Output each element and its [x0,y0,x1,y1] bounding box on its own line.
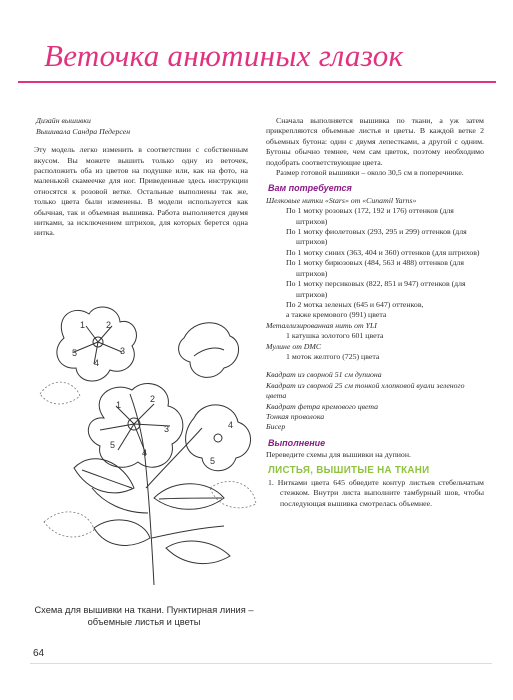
left-column [34,116,248,239]
credit-design: Дизайн вышивки [36,116,91,125]
extra-item: Квадрат фетра кремового цвета [266,401,379,411]
diagram-label: 4 [94,358,100,368]
diagram-label: 2 [106,320,112,330]
title-underline [18,81,496,83]
material-item: По 1 мотку розовых (172, 192 и 176) оттенков (для штрихов) [286,206,454,226]
metallic-item: 1 катушка золотого 601 цвета [286,331,384,341]
diagram-label: 5 [110,440,116,450]
materials-intro: Шелковые нитки «Stars» от «Cunamil Yarns» [266,195,417,205]
diagram-label: 4 [142,448,148,458]
diagram-label: 1 [80,320,86,330]
diagram-label: 2 [150,394,156,404]
material-item: По 2 мотка зеленых (645 и 647) оттенков, [286,299,424,309]
mouline-item: 1 моток желтого (725) цвета [286,351,380,361]
page-number: 64 [33,648,45,659]
credits [36,116,248,137]
diagram-label: 5 [72,348,78,358]
right-intro-1: Сначала выполняется вышивка по ткани, а уж затем прикрепляются объемные листья и цветы. В каждой ветке 2 объемных бутона: один с двумя лепестками, а другой с одним. Бутоны обычно темнее, чем сам цветок, поэтому необходимо подобрать соответствующие цвета. [266,116,484,167]
intro-paragraph: Эту модель легко изменить в соответствии с собственным вкусом. Вы можете вышить только одну из веточек, расположить оба из цветов на подушке или, как на фото, на маленькой скамеечке для ног. Приведенные здесь инструкции относятся к розовой ветке. Остальные выполнены так же, только цвета были изменены. В модели используется как обычная, так и объемная вышивка. Работа выполняется двумя нитками, за исключением штрихов, для которых берется одна нитка. [34,145,248,238]
diagram-caption: Схема для вышивки на ткани. Пунктирная линия – объемные листья и цветы [34,605,254,627]
page-title: Веточка анютиных глазок [44,38,404,73]
materials-heading: Вам потребуется [268,183,352,194]
material-item: По 1 мотку бирюзовых (484, 563 и 488) оттенков (для штрихов) [286,258,464,278]
extra-item: Квадрат из сворной 51 см дупиона [266,370,382,380]
extra-item: Квадрат из сворной 25 см тонкой хлопковой вуали зеленого цвета [266,380,465,401]
material-item: По 1 мотку фиолетовых (293, 295 и 299) оттенков (для штрихов) [286,227,467,247]
diagram-label: 1 [116,400,122,410]
leaves-step: 1. Нитками цвета 645 обведите контур листьев стебельчатым стежком. Внутри листа выполните тамбурный шов, чтобы последующая вышивка смотрелась объемнее. [268,478,484,508]
diagram-label: 3 [164,424,170,434]
diagram-label: 4 [228,420,234,430]
right-column [266,116,484,509]
leaves-heading: ЛИСТЬЯ, ВЫШИТЫЕ НА ТКАНИ [268,464,430,476]
execution-text: Переведите схемы для вышивки на дупион. [266,450,411,460]
extra-item: Тонкая проволока [266,411,325,421]
right-intro-2: Размер готовой вышивки – около 30,5 см в поперечнике. [276,168,464,178]
material-item: По 1 мотку синих (363, 404 и 360) оттенков (для штрихов) [286,247,480,257]
bottom-divider [30,663,492,664]
extra-item: Бисер [266,422,286,432]
material-item: По 1 мотку персиковых (822, 851 и 947) оттенков (для штрихов) [286,279,466,299]
material-item: а также кремового (991) цвета [286,310,387,320]
mouline-heading: Мулине от DMC [266,341,322,351]
metallic-heading: Металлизированная нить от YLI [266,320,377,330]
credit-embroiderer: Вышивала Сандра Педерсен [36,126,131,136]
execution-heading: Выполнение [268,437,326,448]
diagram-label: 5 [210,456,216,466]
pansy-embroidery-diagram [34,298,259,588]
diagram-label: 3 [120,346,126,356]
